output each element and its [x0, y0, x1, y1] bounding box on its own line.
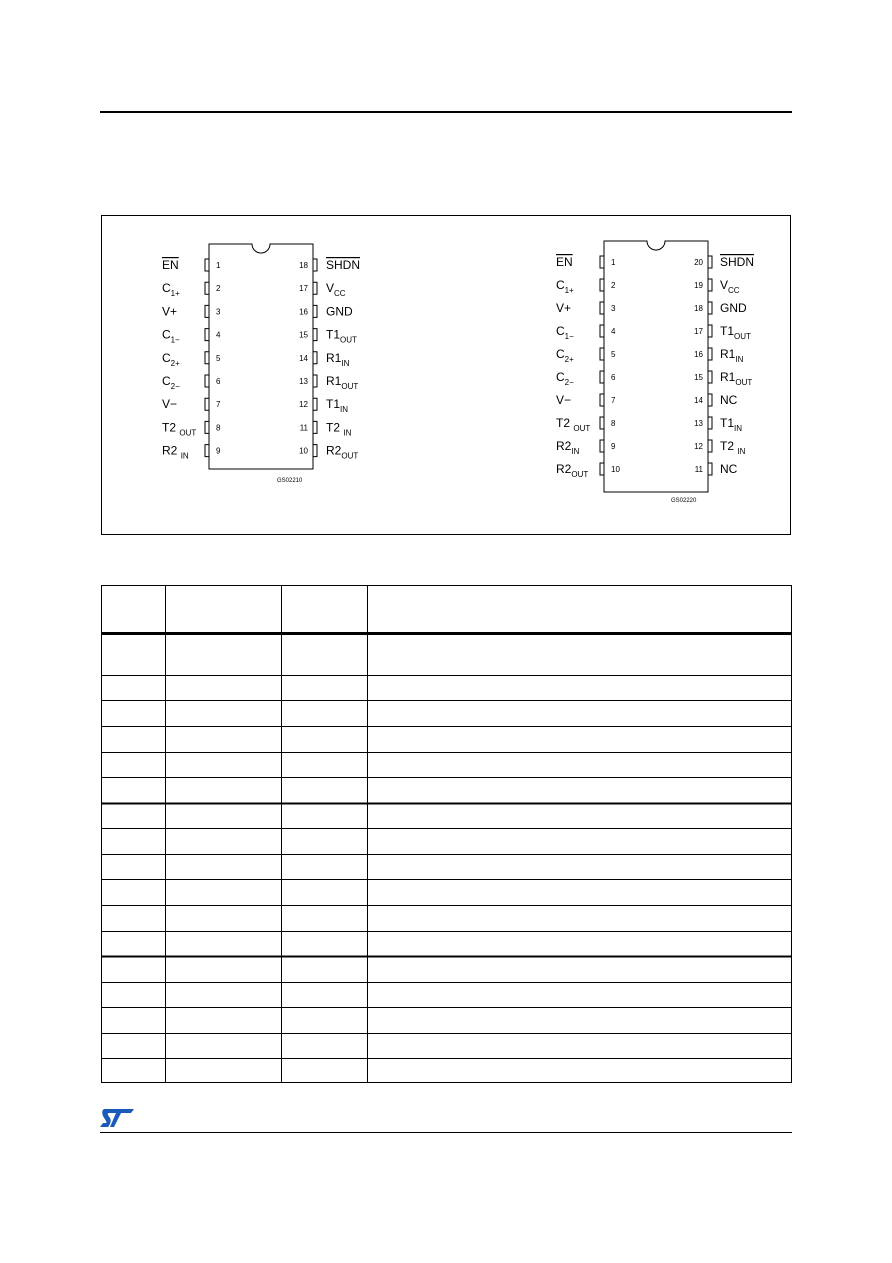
- right-pin-stub: [708, 279, 712, 291]
- st-logo-mark: [100, 1109, 134, 1127]
- pin-configuration-figure: [101, 215, 791, 535]
- pin-name: C: [162, 281, 171, 296]
- pin-name: T2: [326, 420, 344, 435]
- pin-subscript: 1+: [564, 286, 574, 295]
- left-pin-number: 3: [216, 307, 221, 317]
- left-pin-number: 12: [299, 400, 308, 410]
- right-pin-label: [720, 324, 751, 341]
- right-pin-number: 13: [694, 419, 703, 428]
- pin-subscript: OUT: [341, 382, 359, 391]
- left-pin-label: [162, 420, 196, 437]
- right-pin-label: [556, 278, 574, 295]
- st-logo: [100, 1107, 136, 1129]
- pin-subscript: IN: [734, 424, 743, 433]
- right-pin-label: [556, 370, 574, 387]
- pin-name: GND: [720, 301, 747, 315]
- left-pin-stub: [313, 398, 317, 410]
- right-pin-stub: [600, 394, 604, 406]
- left-pin-number: 17: [299, 284, 308, 294]
- footer-rule: [100, 1132, 792, 1133]
- pin-subscript: 1+: [170, 289, 180, 299]
- pin-subscript: OUT: [735, 378, 753, 387]
- left-pin-label: [162, 258, 179, 272]
- left-pin-label: [326, 351, 350, 368]
- pin-name: V: [720, 278, 729, 292]
- pin-name: V−: [556, 393, 572, 407]
- pin-name: T1: [720, 324, 735, 338]
- pin-subscript: IN: [737, 447, 746, 456]
- left-pin-number: 13: [299, 377, 308, 386]
- header-rule: [100, 111, 792, 113]
- pin-name: R2: [556, 439, 572, 453]
- pin-name: R1: [326, 350, 342, 365]
- left-pin-number: 7: [216, 400, 221, 410]
- left-package: [162, 244, 360, 484]
- left-pin-number: 15: [299, 330, 308, 340]
- left-pin-number: 14: [299, 353, 308, 363]
- right-figure-code: GS02220: [671, 498, 697, 504]
- right-pin-number: 15: [694, 373, 703, 382]
- pin-subscript: OUT: [571, 470, 589, 479]
- pin-name: C: [162, 327, 171, 342]
- left-pin-label: [162, 351, 180, 368]
- pin-name: R2: [556, 462, 572, 476]
- left-pin-stub: [205, 305, 209, 317]
- left-pin-label: [162, 397, 177, 411]
- left-pin-stub: [313, 259, 317, 271]
- right-pin-stub: [600, 256, 604, 268]
- left-pin-number: 5: [216, 353, 221, 363]
- pin-subscript: 2−: [564, 378, 574, 387]
- left-pin-label: [326, 444, 358, 461]
- left-figure-code: GS02210: [277, 478, 303, 484]
- left-pin-label: [162, 374, 180, 391]
- right-pin-number: 10: [611, 465, 620, 474]
- right-pin-number: 1: [611, 258, 616, 267]
- pin-name: SHDN: [720, 255, 755, 269]
- right-pin-stub: [708, 463, 712, 475]
- right-pin-stub: [708, 302, 712, 314]
- right-pin-number: 11: [694, 465, 703, 474]
- pin-name: R1: [720, 347, 736, 361]
- right-pin-label: [720, 370, 752, 387]
- right-package: [556, 241, 754, 504]
- right-pin-label: [556, 393, 571, 407]
- pin-subscript: 2+: [564, 355, 574, 364]
- right-pin-label: [720, 301, 747, 315]
- left-pin-number: 16: [299, 307, 308, 317]
- pin-subscript: IN: [343, 428, 352, 438]
- left-pin-label: [162, 281, 180, 298]
- left-pin-stub: [313, 305, 317, 317]
- left-pin-label: [162, 444, 189, 461]
- left-pin-number: 11: [299, 423, 308, 433]
- pin-name: V+: [556, 301, 572, 315]
- right-pin-number: 9: [611, 442, 616, 451]
- pin-name: GND: [326, 304, 353, 319]
- right-pin-label: [720, 393, 738, 407]
- left-pin-number: 18: [299, 261, 308, 270]
- pin-name: EN: [556, 255, 573, 269]
- right-pin-number: 20: [694, 258, 703, 267]
- left-pin-number: 10: [299, 446, 308, 456]
- right-pin-label: [556, 416, 590, 433]
- left-pin-number: 8: [216, 423, 221, 433]
- pin-name: T1: [326, 327, 341, 342]
- right-pin-stub: [600, 440, 604, 452]
- pin-name: NC: [720, 462, 738, 476]
- pin-subscript: IN: [341, 358, 350, 368]
- pin-description-table: [101, 585, 792, 1083]
- left-pin-stub: [205, 375, 209, 387]
- right-pin-number: 5: [611, 350, 616, 359]
- pin-name: T1: [720, 416, 735, 430]
- left-pin-number: 2: [216, 284, 221, 294]
- pin-name: V: [326, 281, 335, 296]
- right-pin-number: 2: [611, 281, 616, 290]
- pin-name: SHDN: [326, 258, 361, 272]
- right-pin-label: [556, 462, 588, 479]
- pin-name: T1: [326, 397, 341, 412]
- left-pin-stub: [205, 421, 209, 433]
- left-pin-stub: [313, 421, 317, 433]
- right-pin-stub: [600, 463, 604, 475]
- right-pin-number: 14: [694, 396, 703, 405]
- right-pin-number: 4: [611, 327, 616, 336]
- right-pin-number: 8: [611, 419, 616, 428]
- left-pin-number: 9: [216, 446, 221, 456]
- pin-subscript: 2−: [170, 382, 180, 391]
- pin-name: R2: [326, 443, 342, 458]
- pin-name: V−: [162, 397, 178, 412]
- pin-subscript: OUT: [341, 451, 359, 461]
- pin-name: C: [556, 370, 565, 384]
- left-pin-label: [326, 304, 353, 318]
- right-pin-stub: [708, 417, 712, 429]
- right-pin-number: 18: [694, 304, 703, 313]
- left-pin-number: 6: [216, 377, 221, 386]
- right-pin-number: 6: [611, 373, 616, 382]
- left-pin-stub: [205, 282, 209, 294]
- pin-subscript: IN: [180, 451, 189, 461]
- right-pin-stub: [600, 302, 604, 314]
- left-pin-label: [326, 420, 352, 437]
- right-pin-label: [720, 255, 754, 269]
- left-pin-label: [326, 374, 358, 391]
- left-pin-stub: [313, 352, 317, 364]
- left-pin-number: 4: [216, 330, 221, 340]
- pin-subscript: IN: [571, 447, 580, 456]
- table-grid: [101, 585, 792, 1083]
- right-pin-stub: [708, 256, 712, 268]
- left-pin-label: [326, 258, 360, 272]
- left-pin-stub: [205, 352, 209, 364]
- right-pin-number: 19: [694, 281, 703, 290]
- left-pin-label: [162, 328, 180, 345]
- left-pin-label: [326, 328, 357, 345]
- pin-name: C: [556, 347, 565, 361]
- left-package-body: [209, 244, 313, 469]
- right-pin-number: 7: [611, 396, 616, 405]
- pin-name: C: [556, 324, 565, 338]
- pin-subscript: IN: [340, 405, 349, 415]
- left-pin-stub: [205, 445, 209, 457]
- pin-subscript: OUT: [340, 335, 357, 345]
- right-pin-label: [720, 439, 746, 456]
- right-pin-label: [556, 255, 573, 269]
- right-pin-label: [720, 278, 740, 295]
- right-pin-label: [556, 439, 580, 456]
- pin-subscript: CC: [334, 289, 346, 299]
- right-pin-label: [556, 347, 574, 364]
- right-pin-label: [720, 416, 742, 433]
- left-pin-number: 1: [216, 261, 221, 270]
- right-pin-stub: [708, 348, 712, 360]
- left-pin-label: [326, 397, 348, 414]
- pin-subscript: OUT: [179, 428, 197, 438]
- pin-name: C: [162, 350, 171, 365]
- right-pin-number: 12: [694, 442, 703, 451]
- right-pin-label: [556, 324, 574, 341]
- right-pin-stub: [708, 325, 712, 337]
- pin-subscript: OUT: [734, 332, 751, 341]
- pin-name: V+: [162, 304, 178, 319]
- pin-subscript: 1−: [170, 335, 180, 345]
- pin-subscript: IN: [735, 355, 744, 364]
- right-pin-stub: [708, 394, 712, 406]
- left-pin-stub: [205, 259, 209, 271]
- pin-diagrams: [102, 216, 792, 536]
- left-pin-label: [162, 304, 177, 318]
- right-pin-label: [556, 301, 571, 315]
- left-pin-stub: [313, 282, 317, 294]
- right-pin-stub: [600, 279, 604, 291]
- pin-subscript: OUT: [573, 424, 591, 433]
- right-pin-stub: [600, 371, 604, 383]
- pin-name: R2: [162, 443, 181, 458]
- left-pin-stub: [313, 329, 317, 341]
- left-pin-stub: [205, 329, 209, 341]
- right-pin-stub: [600, 348, 604, 360]
- pin-name: NC: [720, 393, 738, 407]
- left-pin-label: [326, 281, 346, 298]
- right-pin-number: 16: [694, 350, 703, 359]
- pin-subscript: CC: [728, 286, 740, 295]
- left-pin-stub: [313, 375, 317, 387]
- pin-name: T2: [162, 420, 180, 435]
- right-pin-number: 3: [611, 304, 616, 313]
- right-pin-number: 17: [694, 327, 703, 336]
- left-pin-stub: [205, 398, 209, 410]
- right-pin-stub: [708, 371, 712, 383]
- right-package-body: [604, 241, 708, 492]
- right-pin-label: [720, 462, 738, 476]
- pin-name: C: [556, 278, 565, 292]
- pin-subscript: 1−: [564, 332, 574, 341]
- pin-name: EN: [162, 258, 179, 272]
- pin-subscript: 2+: [170, 358, 180, 368]
- pin-name: R1: [720, 370, 736, 384]
- right-pin-stub: [708, 440, 712, 452]
- right-pin-label: [720, 347, 744, 364]
- pin-name: T2: [720, 439, 738, 453]
- pin-name: R1: [326, 374, 342, 388]
- pin-name: C: [162, 374, 171, 388]
- left-pin-stub: [313, 445, 317, 457]
- right-pin-stub: [600, 325, 604, 337]
- right-pin-stub: [600, 417, 604, 429]
- pin-name: T2: [556, 416, 574, 430]
